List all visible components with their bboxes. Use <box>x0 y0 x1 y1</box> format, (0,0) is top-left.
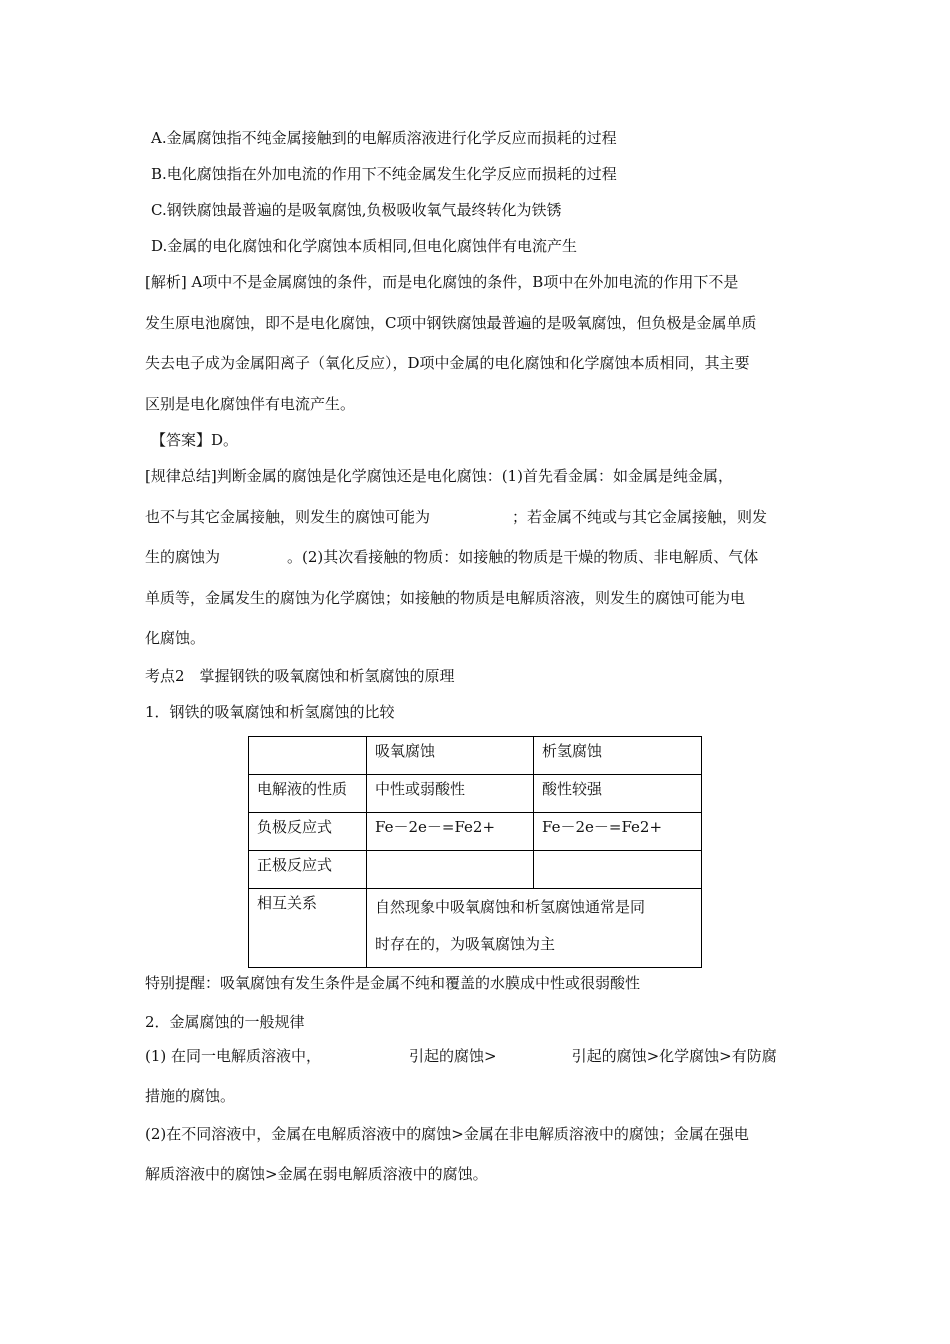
table-row <box>249 737 702 775</box>
summary-line <box>145 507 767 527</box>
table-cell: Fe－2e－=Fe2+ <box>534 813 702 851</box>
comparison-table <box>248 736 702 968</box>
table-cell <box>367 889 702 968</box>
rule-line: 措施的腐蚀。 <box>145 1087 236 1105</box>
rule-line <box>145 1046 777 1066</box>
table-row <box>249 889 702 968</box>
table-row <box>249 775 702 813</box>
table-cell: 正极反应式 <box>249 851 367 889</box>
table-cell: 中性或弱酸性 <box>367 775 534 813</box>
answer: 【答案】D。 <box>151 431 239 449</box>
table-row <box>249 851 702 889</box>
table-cell: 相互关系 <box>249 889 367 968</box>
table-header: 析氢腐蚀 <box>534 737 702 775</box>
summary-text: 也不与其它金属接触，则发生的腐蚀可能为 <box>145 508 431 526</box>
option-a: A.金属腐蚀指不纯金属接触到的电解质溶液进行化学反应而损耗的过程 <box>151 129 617 147</box>
option-d: D.金属的电化腐蚀和化学腐蚀本质相同,但电化腐蚀伴有电流产生 <box>151 237 578 255</box>
option-b: B.电化腐蚀指在外加电流的作用下不纯金属发生化学反应而损耗的过程 <box>151 165 617 183</box>
table-cell: Fe－2e－=Fe2+ <box>367 813 534 851</box>
rule-text: (1) 在同一电解质溶液中， <box>145 1047 322 1065</box>
table-cell <box>534 851 702 889</box>
rule-line: (2)在不同溶液中，金属在电解质溶液中的腐蚀>金属在非电解质溶液中的腐蚀；金属在强电 <box>145 1125 749 1143</box>
subsection-title: 1．钢铁的吸氧腐蚀和析氢腐蚀的比较 <box>145 703 395 721</box>
cell-line: 自然现象中吸氧腐蚀和析氢腐蚀通常是同 <box>375 898 646 916</box>
table-row <box>249 813 702 851</box>
summary-line <box>145 547 758 567</box>
table-cell: 酸性较强 <box>534 775 702 813</box>
table-cell: 负极反应式 <box>249 813 367 851</box>
summary-text: ；若金属不纯或与其它金属接触，则发 <box>512 508 768 526</box>
summary-text: 生的腐蚀为 <box>145 548 221 566</box>
table-cell <box>249 737 367 775</box>
tip: 特别提醒：吸氧腐蚀有发生条件是金属不纯和覆盖的水膜成中性或很弱酸性 <box>145 974 641 992</box>
summary-line: [规律总结]判断金属的腐蚀是化学腐蚀还是电化腐蚀：(1)首先看金属：如金属是纯金属， <box>145 467 733 485</box>
summary-line: 单质等，金属发生的腐蚀为化学腐蚀；如接触的物质是电解质溶液，则发生的腐蚀可能为电 <box>145 589 746 607</box>
section-title: 考点2 掌握钢铁的吸氧腐蚀和析氢腐蚀的原理 <box>145 667 455 685</box>
table-cell <box>367 851 534 889</box>
table-cell: 电解液的性质 <box>249 775 367 813</box>
analysis-line: [解析] A项中不是金属腐蚀的条件，而是电化腐蚀的条件，B项中在外加电流的作用下不是 <box>145 273 739 291</box>
table-header: 吸氧腐蚀 <box>367 737 534 775</box>
analysis-line: 发生原电池腐蚀，即不是电化腐蚀，C项中钢铁腐蚀最普遍的是吸氧腐蚀，但负极是金属单质 <box>145 314 757 332</box>
rule-text: 引起的腐蚀>化学腐蚀>有防腐 <box>571 1047 777 1065</box>
subsection-title: 2．金属腐蚀的一般规律 <box>145 1013 305 1031</box>
rule-text: 引起的腐蚀> <box>409 1047 497 1065</box>
summary-text: 。(2)其次看接触的物质：如接触的物质是干燥的物质、非电解质、气体 <box>287 548 759 566</box>
analysis-line: 区别是电化腐蚀伴有电流产生。 <box>145 395 356 413</box>
analysis-line: 失去电子成为金属阳离子（氧化反应），D项中金属的电化腐蚀和化学腐蚀本质相同，其主要 <box>145 354 750 372</box>
option-c: C.钢铁腐蚀最普遍的是吸氧腐蚀,负极吸收氧气最终转化为铁锈 <box>151 201 562 219</box>
rule-line: 解质溶液中的腐蚀>金属在弱电解质溶液中的腐蚀。 <box>145 1165 488 1183</box>
cell-line: 时存在的，为吸氧腐蚀为主 <box>375 935 556 953</box>
summary-line: 化腐蚀。 <box>145 629 206 647</box>
